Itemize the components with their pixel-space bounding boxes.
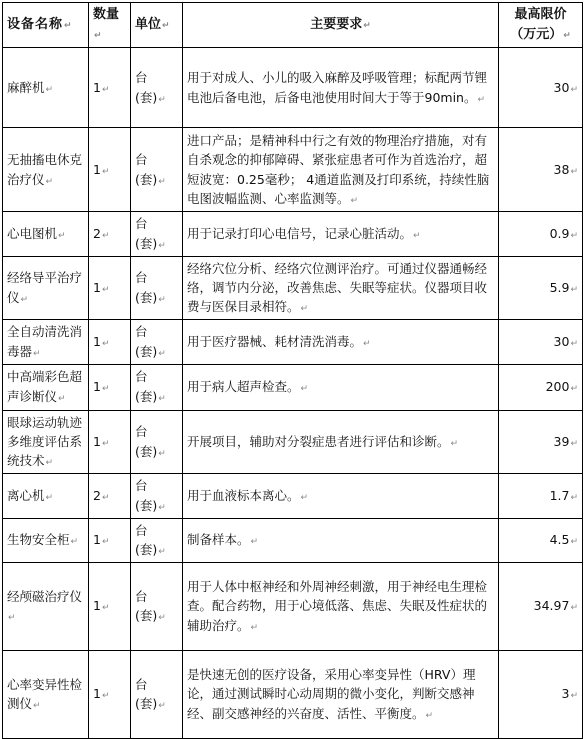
cell-qty: 1↵ [89, 410, 131, 474]
cell-unit: 台(套)↵ [131, 562, 183, 650]
cell-qty: 1↵ [89, 320, 131, 364]
cell-requirements: 用于医疗器械、耗材清洗消毒。↵ [183, 320, 499, 364]
cell-requirements: 经络穴位分析、经络穴位测评治疗。可通过仪器通畅经络，调节内分泌，改善焦虑、失眠等症状。仪器项目收费与医保目录相符。↵ [183, 256, 499, 320]
header-requirements: 主要要求↵ [183, 3, 499, 48]
cell-qty: 1↵ [89, 364, 131, 410]
table-row [3, 562, 583, 650]
cell-requirements: 用于人体中枢神经和外周神经刺激，用于神经电生理检查。配合药物，用于心境低落、焦虑、失眠及性症状的辅助治疗。↵ [183, 562, 499, 650]
table-row [3, 474, 583, 518]
cell-qty: 2↵ [89, 212, 131, 256]
cell-requirements: 开展项目，辅助对分裂症患者进行评估和诊断。↵ [183, 410, 499, 474]
cell-unit: 台(套)↵ [131, 128, 183, 212]
cell-unit: 台(套)↵ [131, 48, 183, 128]
header-unit: 单位↵ [131, 3, 183, 48]
cell-unit: 台(套)↵ [131, 364, 183, 410]
cell-price: 38↵ [499, 128, 583, 212]
cell-qty: 1↵ [89, 48, 131, 128]
cell-unit: 台(套)↵ [131, 320, 183, 364]
header-max-price: 最高限价 （万元）↵ [499, 3, 583, 48]
cell-unit: 台(套)↵ [131, 410, 183, 474]
cell-requirements: 用于血液标本离心。↵ [183, 474, 499, 518]
cell-qty: 1↵ [89, 562, 131, 650]
cell-requirements: 是快速无创的医疗设备，采用心率变异性（HRV）理论，通过测试瞬时心动周期的微小变化，判断交感神经、副交感神经的兴奋度、活性、平衡度。↵ [183, 650, 499, 738]
cell-unit: 台(套)↵ [131, 518, 183, 562]
table-row [3, 320, 583, 364]
cell-price: 30↵ [499, 320, 583, 364]
cell-name: 心率变异性检测仪↵ [3, 650, 89, 738]
cell-name: 生物安全柜↵ [3, 518, 89, 562]
cell-requirements: 进口产品；是精神科中行之有效的物理治疗措施，对有自杀观念的抑郁障碍、紧张症患者可作为首选治疗，超短波宽：0.25毫秒； 4通道监测及打印系统，持续性脑电图波幅监测、心率监测等。↵ [183, 128, 499, 212]
cell-name: 眼球运动轨迹多维度评估系统技术↵ [3, 410, 89, 474]
cell-unit: 台(套)↵ [131, 474, 183, 518]
cell-name: 离心机↵ [3, 474, 89, 518]
cell-qty: 2↵ [89, 474, 131, 518]
cell-price: 5.9↵ [499, 256, 583, 320]
cell-price: 39↵ [499, 410, 583, 474]
cell-unit: 台(套)↵ [131, 212, 183, 256]
header-name: 设备名称↵ [3, 3, 89, 48]
table-row [3, 410, 583, 474]
cell-qty: 1↵ [89, 518, 131, 562]
cell-name: 经颅磁治疗仪↵ [3, 562, 89, 650]
cell-price: 200↵ [499, 364, 583, 410]
cell-name: 全自动清洗消毒器↵ [3, 320, 89, 364]
header-qty: 数量↵ [89, 3, 131, 48]
cell-qty: 1↵ [89, 128, 131, 212]
cell-price: 34.97↵ [499, 562, 583, 650]
cell-requirements: 制备样本。↵ [183, 518, 499, 562]
cell-price: 30↵ [499, 48, 583, 128]
cell-price: 4.5↵ [499, 518, 583, 562]
cell-price: 0.9↵ [499, 212, 583, 256]
table-row [3, 212, 583, 256]
table-row [3, 364, 583, 410]
cell-name: 心电图机↵ [3, 212, 89, 256]
cell-price: 1.7↵ [499, 474, 583, 518]
table-row [3, 256, 583, 320]
cell-unit: 台(套)↵ [131, 256, 183, 320]
cell-requirements: 用于对成人、小儿的吸入麻醉及呼吸管理；标配两节锂电池后备电池，后备电池使用时间大于等于90min。↵ [183, 48, 499, 128]
cell-name: 中高端彩色超声诊断仪↵ [3, 364, 89, 410]
cell-name: 麻醉机↵ [3, 48, 89, 128]
table-header-row [3, 3, 583, 48]
equipment-table [2, 2, 583, 739]
cell-unit: 台(套)↵ [131, 650, 183, 738]
cell-requirements: 用于病人超声检查。↵ [183, 364, 499, 410]
table-row [3, 48, 583, 128]
table-row [3, 650, 583, 738]
cell-price: 3↵ [499, 650, 583, 738]
cell-qty: 1↵ [89, 650, 131, 738]
cell-qty: 1↵ [89, 256, 131, 320]
table-row [3, 518, 583, 562]
cell-name: 无抽搐电休克治疗仪↵ [3, 128, 89, 212]
cell-requirements: 用于记录打印心电信号，记录心脏活动。↵ [183, 212, 499, 256]
cell-name: 经络导平治疗仪↵ [3, 256, 89, 320]
table-row [3, 128, 583, 212]
